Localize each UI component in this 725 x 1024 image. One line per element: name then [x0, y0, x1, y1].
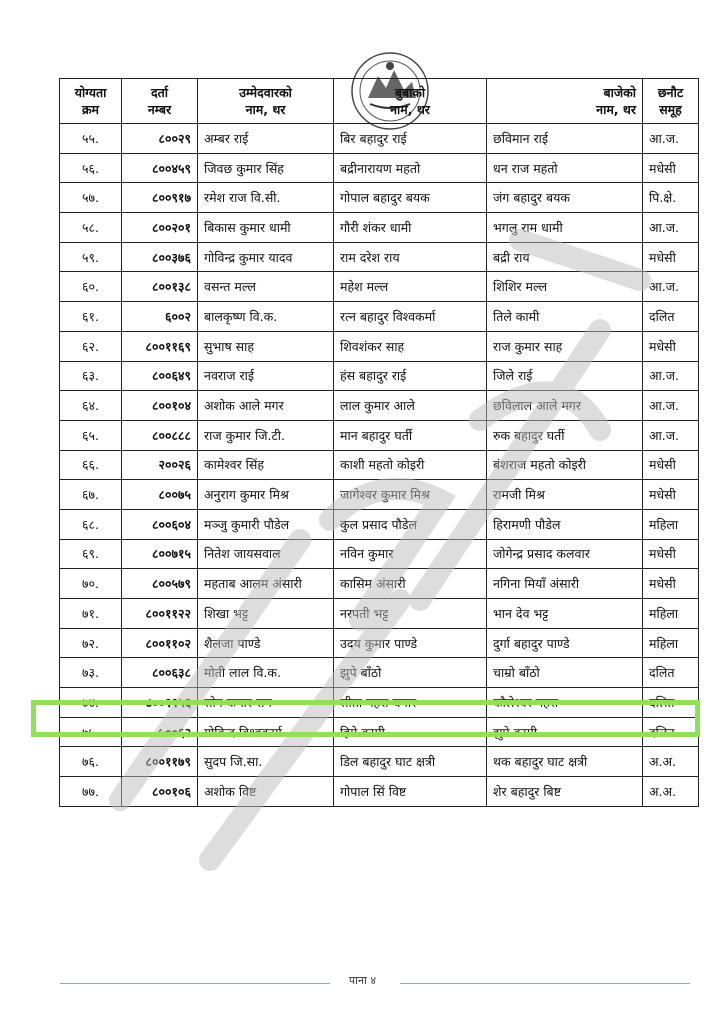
candidate-name-cell: शैलजा पाण्डे: [198, 628, 334, 658]
candidate-name-cell: बालकृष्ण वि.क.: [198, 302, 334, 332]
father-name-cell: गौरी शंकर धामी: [334, 213, 487, 243]
candidate-name-cell: गोविन्द्र कुमार यादव: [198, 242, 334, 272]
rank-cell: ६९.: [60, 539, 122, 569]
column-header-line: नाम, थर: [596, 102, 636, 117]
father-name-cell: गोपाल बहादुर बयक: [334, 183, 487, 213]
rank-cell: ६७.: [60, 480, 122, 510]
table-row: [60, 183, 699, 213]
registration-number-cell: ८००११७९: [122, 747, 198, 777]
registration-number-cell: ८००७१५: [122, 539, 198, 569]
candidate-name-cell: बिकास कुमार धामी: [198, 213, 334, 243]
table-row: [60, 628, 699, 658]
column-header-line: योग्यता: [74, 85, 107, 100]
results-table: [59, 78, 699, 807]
grandfather-name-cell: नगिना मियाँ अंसारी: [487, 569, 643, 599]
group-cell: दलित: [643, 688, 699, 718]
table-row: [60, 391, 699, 421]
group-cell: अ.अ.: [643, 747, 699, 777]
grandfather-name-cell: शिशिर मल्ल: [487, 272, 643, 302]
grandfather-name-cell: जोगेन्द्र प्रसाद कलवार: [487, 539, 643, 569]
father-name-cell: महेश मल्ल: [334, 272, 487, 302]
table-row: [60, 361, 699, 391]
group-cell: मधेसी: [643, 569, 699, 599]
group-cell: आ.ज.: [643, 361, 699, 391]
grandfather-name-cell: छविलाल आले मगर: [487, 391, 643, 421]
rank-cell: ६४.: [60, 391, 122, 421]
column-header-line: छनौट: [657, 85, 684, 100]
rank-cell: ५७.: [60, 183, 122, 213]
registration-number-cell: ८००११०२: [122, 628, 198, 658]
group-cell: आ.ज.: [643, 272, 699, 302]
rank-cell: ६८.: [60, 509, 122, 539]
column-header: [334, 79, 487, 124]
father-name-cell: काशी महतो कोइरी: [334, 450, 487, 480]
father-name-cell: गोपाल सिं विष्ट: [334, 777, 487, 807]
table-row: [60, 480, 699, 510]
column-header-line: क्रम: [81, 102, 100, 117]
group-cell: मधेसी: [643, 331, 699, 361]
grandfather-name-cell: छविमान राई: [487, 124, 643, 154]
father-name-cell: सीता महरा चमार: [334, 688, 487, 718]
rank-cell: ७६.: [60, 747, 122, 777]
registration-number-cell: ५००६२: [122, 717, 198, 747]
grandfather-name-cell: रामजी मिश्र: [487, 480, 643, 510]
registration-number-cell: ६००२: [122, 302, 198, 332]
column-header-line: दर्ता: [150, 85, 168, 100]
candidate-name-cell: जिवछ कुमार सिंह: [198, 153, 334, 183]
rank-cell: ५६.: [60, 153, 122, 183]
table-row: [60, 569, 699, 599]
candidate-name-cell: नितेश जायसवाल: [198, 539, 334, 569]
registration-number-cell: ८००८८८: [122, 420, 198, 450]
grandfather-name-cell: धन राज महतो: [487, 153, 643, 183]
table-row: [60, 509, 699, 539]
father-name-cell: मान बहादुर घर्ती: [334, 420, 487, 450]
column-header: [60, 79, 122, 124]
column-header: [643, 79, 699, 124]
registration-number-cell: ८००११५६: [122, 688, 198, 718]
rank-cell: ५५.: [60, 124, 122, 154]
registration-number-cell: ८००६४९: [122, 361, 198, 391]
group-cell: मधेसी: [643, 539, 699, 569]
column-header-line: बुबाको: [394, 85, 426, 100]
registration-number-cell: ८००७५: [122, 480, 198, 510]
group-cell: आ.ज.: [643, 391, 699, 421]
father-name-cell: झुपे बाँठो: [334, 658, 487, 688]
father-name-cell: हिमे कामी: [334, 717, 487, 747]
group-cell: आ.ज.: [643, 213, 699, 243]
column-header-line: नम्बर: [147, 102, 172, 117]
table-row: [60, 420, 699, 450]
registration-number-cell: ८००९१७: [122, 183, 198, 213]
group-cell: मधेसी: [643, 480, 699, 510]
candidate-name-cell: सुभाष साह: [198, 331, 334, 361]
candidate-name-cell: वसन्त मल्ल: [198, 272, 334, 302]
rank-cell: ६६.: [60, 450, 122, 480]
grandfather-name-cell: दुर्गा बहादुर पाण्डे: [487, 628, 643, 658]
page-number: पाना ४: [348, 974, 377, 987]
rank-cell: ५९.: [60, 242, 122, 272]
table-row: [60, 331, 699, 361]
grandfather-name-cell: बंशराज महतो कोइरी: [487, 450, 643, 480]
grandfather-name-cell: हिरामणी पौडेल: [487, 509, 643, 539]
registration-number-cell: ८००२०१: [122, 213, 198, 243]
registration-number-cell: ८००४५९: [122, 153, 198, 183]
father-name-cell: कुल प्रसाद पौडेल: [334, 509, 487, 539]
father-name-cell: जागेश्वर कुमार मिश्र: [334, 480, 487, 510]
table-row: [60, 450, 699, 480]
table-row: [60, 777, 699, 807]
candidate-name-cell: राज कुमार जि.टी.: [198, 420, 334, 450]
registration-number-cell: ८००६३८: [122, 658, 198, 688]
table-row: [60, 658, 699, 688]
table-row: [60, 272, 699, 302]
grandfather-name-cell: तिले कामी: [487, 302, 643, 332]
candidate-name-cell: रमेश राज वि.सी.: [198, 183, 334, 213]
table-row: [60, 302, 699, 332]
registration-number-cell: ८००१३८: [122, 272, 198, 302]
grandfather-name-cell: भगलु राम धामी: [487, 213, 643, 243]
candidate-name-cell: महताब आलम अंसारी: [198, 569, 334, 599]
candidate-name-cell: कामेश्वर सिंह: [198, 450, 334, 480]
father-name-cell: नरपती भट्ट: [334, 599, 487, 629]
grandfather-name-cell: राज कुमार साह: [487, 331, 643, 361]
group-cell: दलित: [643, 658, 699, 688]
group-cell: महिला: [643, 599, 699, 629]
father-name-cell: लाल कुमार आले: [334, 391, 487, 421]
table-row: [60, 717, 699, 747]
table-row: [60, 599, 699, 629]
grandfather-name-cell: शेर बहादुर बिष्ट: [487, 777, 643, 807]
candidate-name-cell: शिखा भट्ट: [198, 599, 334, 629]
rank-cell: ६५.: [60, 420, 122, 450]
group-cell: मधेसी: [643, 242, 699, 272]
grandfather-name-cell: बद्री राय: [487, 242, 643, 272]
father-name-cell: बद्रीनारायण महतो: [334, 153, 487, 183]
father-name-cell: डिल बहादुर घाट क्षत्री: [334, 747, 487, 777]
father-name-cell: उदय कुमार पाण्डे: [334, 628, 487, 658]
father-name-cell: शिवशंकर साह: [334, 331, 487, 361]
father-name-cell: राम दरेश राय: [334, 242, 487, 272]
table-row: [60, 688, 699, 718]
group-cell: आ.ज.: [643, 124, 699, 154]
grandfather-name-cell: चाम्रो बाँठो: [487, 658, 643, 688]
father-name-cell: बिर बहादुर राई: [334, 124, 487, 154]
grandfather-name-cell: भान देव भट्ट: [487, 599, 643, 629]
grandfather-name-cell: रुक बहादुर घर्ती: [487, 420, 643, 450]
candidate-name-cell: नवराज राई: [198, 361, 334, 391]
group-cell: महिला: [643, 628, 699, 658]
rank-cell: ७३.: [60, 658, 122, 688]
candidate-name-cell: सोन कमार राम: [198, 688, 334, 718]
group-cell: अ.अ.: [643, 777, 699, 807]
registration-number-cell: ८००५७९: [122, 569, 198, 599]
father-name-cell: कासिम अंसारी: [334, 569, 487, 599]
candidate-name-cell: सुदप जि.सा.: [198, 747, 334, 777]
group-cell: दलित: [643, 717, 699, 747]
father-name-cell: हंस बहादुर राई: [334, 361, 487, 391]
father-name-cell: नविन कुमार: [334, 539, 487, 569]
grandfather-name-cell: थक बहादुर घाट क्षत्री: [487, 747, 643, 777]
candidate-name-cell: गोविन्द विश्वकर्मा: [198, 717, 334, 747]
rank-cell: ६२.: [60, 331, 122, 361]
table-row: [60, 539, 699, 569]
registration-number-cell: ८००२९: [122, 124, 198, 154]
rank-cell: ६३.: [60, 361, 122, 391]
candidate-name-cell: अशोक विष्ट: [198, 777, 334, 807]
candidate-name-cell: मञ्जु कुमारी पौडेल: [198, 509, 334, 539]
group-cell: आ.ज.: [643, 420, 699, 450]
rank-cell: ७५.: [60, 717, 122, 747]
rank-cell: ७४.: [60, 688, 122, 718]
column-header-line: बाजेको: [603, 85, 636, 100]
rank-cell: ५८.: [60, 213, 122, 243]
rank-cell: ७२.: [60, 628, 122, 658]
candidate-name-cell: मोती लाल वि.क.: [198, 658, 334, 688]
registration-number-cell: ८००३७६: [122, 242, 198, 272]
grandfather-name-cell: कौलेश्वर महरा: [487, 688, 643, 718]
registration-number-cell: ८००११६९: [122, 331, 198, 361]
column-header: [487, 79, 643, 124]
column-header-line: समूह: [659, 102, 682, 117]
candidate-name-cell: अनुराग कुमार मिश्र: [198, 480, 334, 510]
rank-cell: ६१.: [60, 302, 122, 332]
table-row: [60, 153, 699, 183]
group-cell: दलित: [643, 302, 699, 332]
father-name-cell: रत्न बहादुर विश्वकर्मा: [334, 302, 487, 332]
rank-cell: ७७.: [60, 777, 122, 807]
registration-number-cell: ८००६०४: [122, 509, 198, 539]
table-row: [60, 242, 699, 272]
grandfather-name-cell: झुपे कामी: [487, 717, 643, 747]
registration-number-cell: ८००१०६: [122, 777, 198, 807]
registration-number-cell: ८००१०४: [122, 391, 198, 421]
candidate-name-cell: अशोक आले मगर: [198, 391, 334, 421]
table-row: [60, 213, 699, 243]
table-header-row: [60, 79, 699, 124]
rank-cell: ७१.: [60, 599, 122, 629]
column-header: [198, 79, 334, 124]
group-cell: पि.क्षे.: [643, 183, 699, 213]
column-header-line: नाम, थर: [245, 102, 286, 117]
grandfather-name-cell: जंग बहादुर बयक: [487, 183, 643, 213]
rank-cell: ७०.: [60, 569, 122, 599]
group-cell: महिला: [643, 509, 699, 539]
table-row: [60, 124, 699, 154]
column-header: [122, 79, 198, 124]
registration-number-cell: २००२६: [122, 450, 198, 480]
group-cell: मधेसी: [643, 153, 699, 183]
rank-cell: ६०.: [60, 272, 122, 302]
candidate-name-cell: अम्बर राई: [198, 124, 334, 154]
column-header-line: उम्मेदवारको: [239, 85, 292, 100]
table-row: [60, 747, 699, 777]
grandfather-name-cell: जिले राई: [487, 361, 643, 391]
registration-number-cell: ८००११२२: [122, 599, 198, 629]
group-cell: मधेसी: [643, 450, 699, 480]
column-header-line: नाम, थर: [390, 102, 430, 117]
